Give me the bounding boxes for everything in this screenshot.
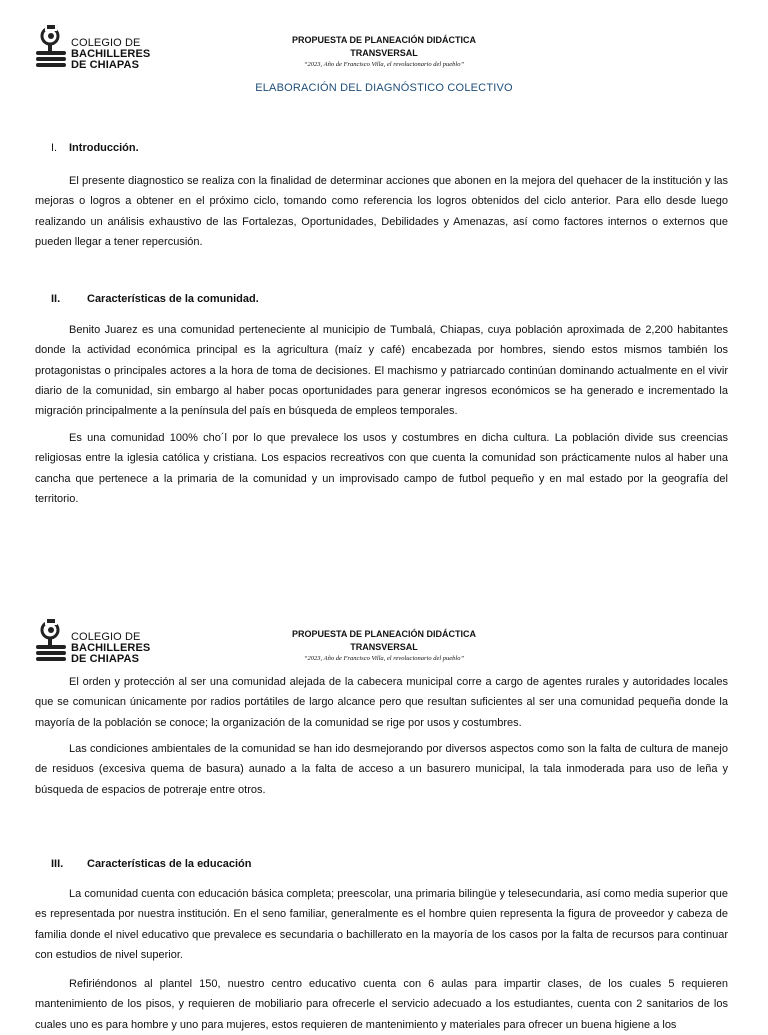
logo-line-2: BACHILLERES: [71, 642, 151, 654]
paragraph: Benito Juarez es una comunidad perteneciente al municipio de Tumbalá, Chiapas, cuya población aproximada de 2,200 habitantes donde la actividad económica principal es la agricultura (maíz y café) encabezada por hombres, siendo estos mismos también los protagonistas o principales actores a la hora de toma de decisiones. El machismo y patriarcado continúan dominando actualmente en el vivir diario de la comunidad, sin embargo al haber pocas oportunidades para generar ingresos económicos se ha generado e incrementado la migración principalmente a la península del país en búsqueda de empleos temporales.: [35, 324, 728, 418]
logo-line-1: COLEGIO DE: [71, 37, 141, 49]
school-logo-icon: [34, 24, 68, 70]
section-heading-education: [51, 858, 251, 870]
paragraph: Refiriéndonos al plantel 150, nuestro centro educativo cuenta con 6 aulas para impartir clases, de los cuales 5 requieren mantenimiento de los pisos, y requieren de mobiliario para ofrecerle el servicio adecuado a los estudiantes, cuenta con 2 sanitarios de los cuales uno es para hombre y uno para mujeres, estos requieren de mantenimiento y materiales para ofrecer un buena higiene a los: [35, 978, 728, 1031]
section-number: III.: [51, 858, 64, 870]
logo-line-3: DE CHIAPAS: [71, 59, 140, 71]
page-header: [250, 628, 518, 663]
logo-line-1: COLEGIO DE: [71, 631, 141, 643]
paragraph: Las condiciones ambientales de la comunidad se han ido desmejorando por diversos aspectos como son la falta de cultura de manejo de residuos (excesiva quema de basura) aunado a la falta de acceso a un basurero municipal, la tala inmoderada para uso de leña y búsqueda de espacios de potreraje entre otros.: [35, 743, 728, 796]
school-logo: [34, 618, 150, 665]
section-number: II.: [51, 293, 61, 305]
header-motto: “2023, Año de Francisco Villa, el revolucionario del pueblo”: [303, 61, 465, 68]
header-title-line-2: TRANSVERSAL: [350, 642, 418, 652]
paragraph: El orden y protección al ser una comunidad alejada de la cabecera municipal corre a cargo de agentes rurales y autoridades locales que se comunican únicamente por radios portátiles de largo alcance pero que resultan suficientes al ser una comunidad pequeña donde la mayoría de la población se conoce; la organización de la comunidad se rige por usos y costumbres.: [35, 676, 728, 729]
school-logo-icon: [34, 618, 68, 664]
logo-line-2: BACHILLERES: [71, 48, 151, 60]
header-title-line-1: PROPUESTA DE PLANEACIÓN DIDÁCTICA: [291, 35, 476, 45]
header-title-line-1: PROPUESTA DE PLANEACIÓN DIDÁCTICA: [291, 629, 476, 639]
section-heading-community: [51, 293, 259, 305]
section-title: Características de la comunidad.: [87, 293, 259, 305]
header-motto: “2023, Año de Francisco Villa, el revolucionario del pueblo”: [303, 655, 465, 662]
header-title-line-2: TRANSVERSAL: [350, 48, 418, 58]
page-header: [250, 34, 518, 69]
paragraph: El presente diagnostico se realiza con la finalidad de determinar acciones que abonen en la mejora del quehacer de la institución y las mejoras o logros a obtener en el próximo ciclo, tomando como referencia los logros obtenidos del ciclo anterior. Para ello desde luego realizando un análisis exhaustivo de las Fortalezas, Oportunidades, Debilidades y Amenazas, así como factores internos o externos que pueden llegar a tener repercusión.: [35, 175, 728, 248]
paragraph: Es una comunidad 100% cho´l por lo que prevalece los usos y costumbres en dicha cultura. La población divide sus creencias religiosas entre la iglesia católica y cristiana. Los espacios recreativos con que cuenta la comunidad son prácticamente nulos al haber una cancha que pertenece a la primaria de la comunidad y un improvisado campo de futbol pequeño y en mal estado por la geografía del territorio.: [35, 432, 728, 505]
section-title: Características de la educación: [87, 858, 252, 870]
school-logo: [34, 24, 150, 71]
section-number: I.: [51, 142, 58, 154]
logo-line-3: DE CHIAPAS: [71, 653, 140, 665]
document-title: ELABORACIÓN DEL DIAGNÓSTICO COLECTIVO: [255, 82, 513, 94]
paragraph: La comunidad cuenta con educación básica completa; preescolar, una primaria bilingüe y telesecundaria, así como media superior que es representada por nuestra institución. En el seno familiar, generalmente es el hombre quien representa la figura de proveedor y cabeza de familia donde el nivel educativo que prevalece es secundaria o bachillerato en la mayoría de los casos por la falta de recursos para continuar con estudios de nivel superior.: [35, 888, 728, 961]
section-title: Introducción.: [69, 142, 139, 154]
section-heading-introduction: [51, 142, 139, 154]
